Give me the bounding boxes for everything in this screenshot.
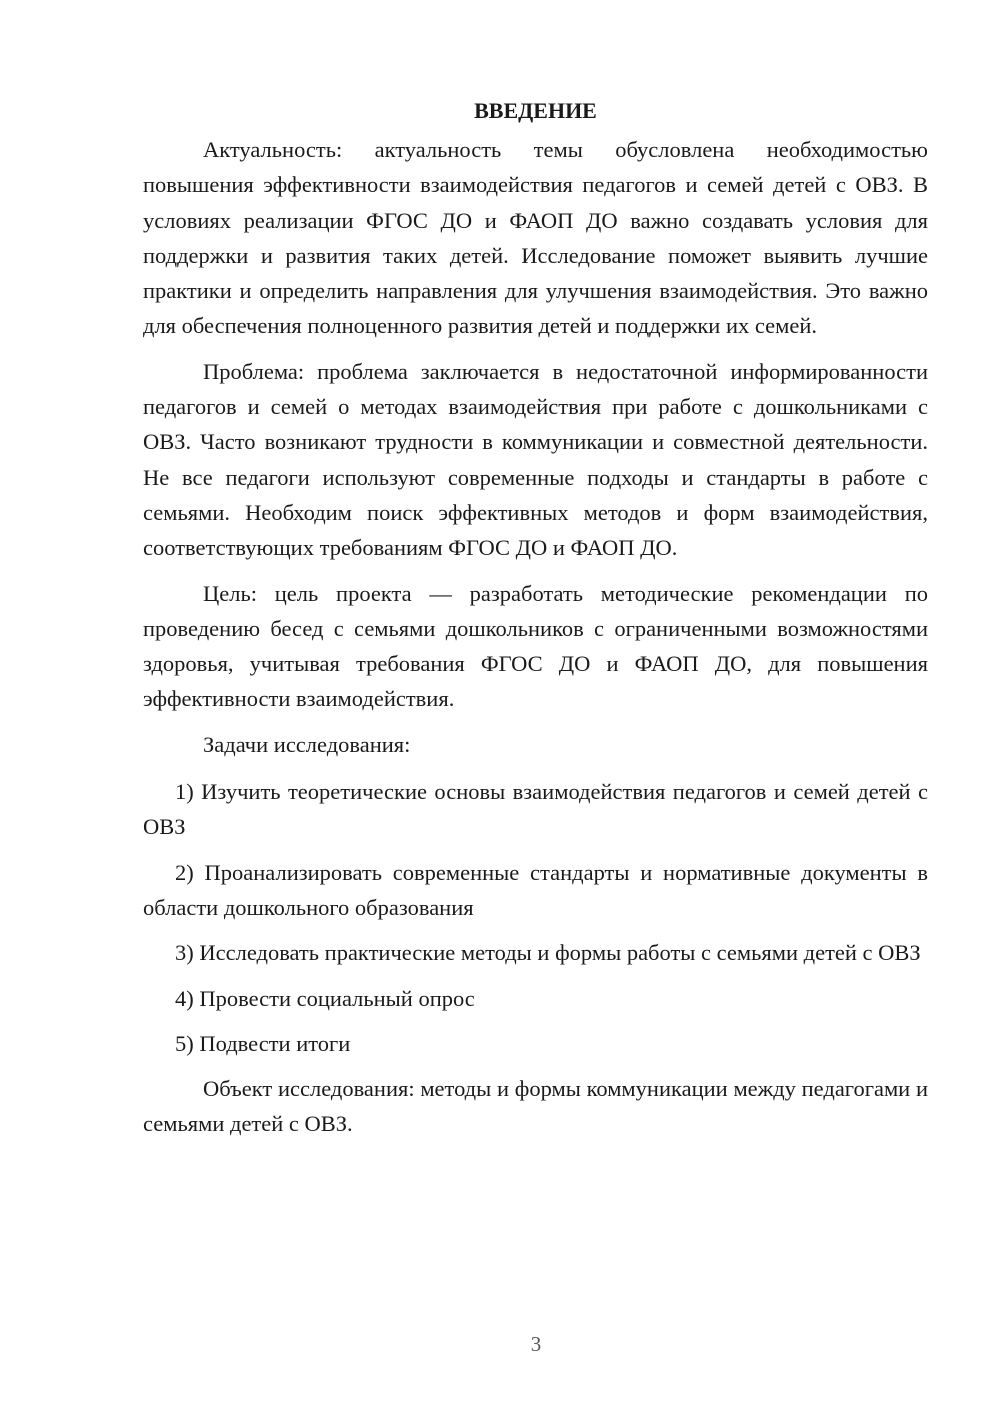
- page-number: 3: [530, 1332, 542, 1356]
- problem-paragraph: Проблема: проблема заключается в недостаточной информированности педагогов и семей о методах взаимодействия при работе с дошкольниками с ОВЗ. Часто возникают трудности в коммуникации и совместной деятельности. Не все педагоги используют современные подходы и стандарты в работе с семьями. Необходим поиск эффективных методов и форм взаимодействия, соответствующих требованиям ФГОС ДО и ФАОП ДО.: [143, 358, 928, 561]
- task-item: 3) Исследовать практические методы и формы работы с семьями детей с ОВЗ: [175, 940, 921, 966]
- task-item: 2) Проанализировать современные стандарты и нормативные документы в области дошкольного образования: [143, 859, 928, 920]
- object-paragraph: Объект исследования: методы и формы коммуникации между педагогами и семьями детей с ОВЗ.: [143, 1076, 928, 1137]
- task-item: 4) Провести социальный опрос: [175, 985, 475, 1011]
- document-page: [143, 96, 928, 1152]
- goal-paragraph: Цель: цель проекта — разработать методические рекомендации по проведению бесед с семьями дошкольников с ограниченными возможностями здоровья, учитывая требования ФГОС ДО и ФАОП ДО, для повышения эффективности взаимодействия.: [143, 580, 928, 712]
- page-title: ВВЕДЕНИЕ: [474, 98, 597, 123]
- tasks-heading: Задачи исследования:: [203, 731, 411, 757]
- relevance-paragraph: Актуальность: актуальность темы обусловлена необходимостью повышения эффективности взаимодействия педагогов и семей детей с ОВЗ. В условиях реализации ФГОС ДО и ФАОП ДО важно создавать условия для поддержки и развития таких детей. Исследование поможет выявить лучшие практики и определить направления для улучшения взаимодействия. Это важно для обеспечения полноценного развития детей и поддержки их семей.: [143, 137, 928, 339]
- task-item: 5) Подвести итоги: [175, 1030, 351, 1056]
- task-item: 1) Изучить теоретические основы взаимодействия педагогов и семей детей с ОВЗ: [143, 779, 928, 840]
